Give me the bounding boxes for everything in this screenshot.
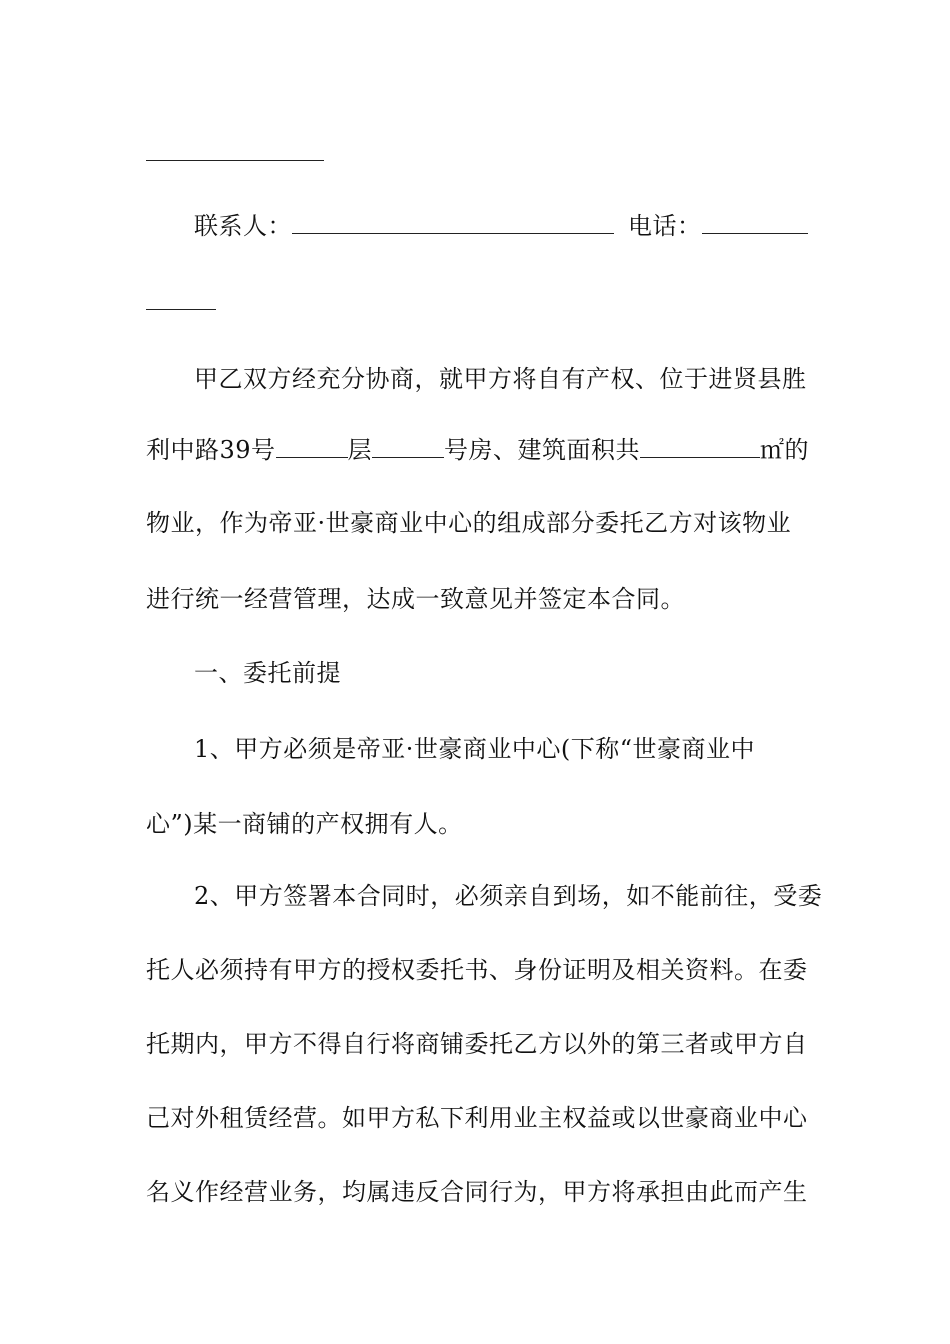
contact-blank[interactable]	[292, 211, 614, 234]
floor-label: 层	[347, 436, 373, 464]
item2-line3: 托期内，甲方不得自行将商铺委托乙方以外的第三者或甲方自	[146, 1030, 808, 1058]
address-text: 利中路39号	[146, 436, 276, 464]
contact-line	[194, 211, 810, 241]
phone-blank-continuation[interactable]	[146, 309, 216, 310]
area-blank[interactable]	[640, 435, 760, 458]
floor-blank[interactable]	[276, 435, 348, 458]
section1-title: 一、委托前提	[194, 659, 341, 687]
para1-line4: 进行统一经营管理，达成一致意见并签定本合同。	[146, 585, 685, 613]
item2-line2: 托人必须持有甲方的授权委托书、身份证明及相关资料。在委	[146, 956, 808, 984]
contact-label: 联系人：	[194, 212, 292, 240]
phone-label: 电话：	[628, 212, 702, 240]
fill-in-blank-line[interactable]	[146, 160, 324, 161]
area-unit: ㎡的	[760, 436, 810, 464]
item2-line1: 2、甲方签署本合同时，必须亲自到场，如不能前往，受委	[194, 882, 823, 910]
room-area-label: 号房、建筑面积共	[444, 436, 641, 464]
item2-line4: 己对外租赁经营。如甲方私下利用业主权益或以世豪商业中心	[146, 1104, 808, 1132]
para1-line3: 物业，作为帝亚·世豪商业中心的组成部分委托乙方对该物业	[146, 509, 792, 537]
phone-blank[interactable]	[702, 211, 808, 234]
item1-line2: 心”)某一商铺的产权拥有人。	[146, 810, 463, 838]
room-blank[interactable]	[372, 435, 444, 458]
item2-line5: 名义作经营业务，均属违反合同行为，甲方将承担由此而产生	[146, 1178, 808, 1206]
para1-line2	[146, 435, 810, 465]
item1-line1: 1、甲方必须是帝亚·世豪商业中心(下称“世豪商业中	[194, 735, 756, 763]
para1-line1: 甲乙双方经充分协商，就甲方将自有产权、位于进贤县胜	[194, 365, 807, 393]
